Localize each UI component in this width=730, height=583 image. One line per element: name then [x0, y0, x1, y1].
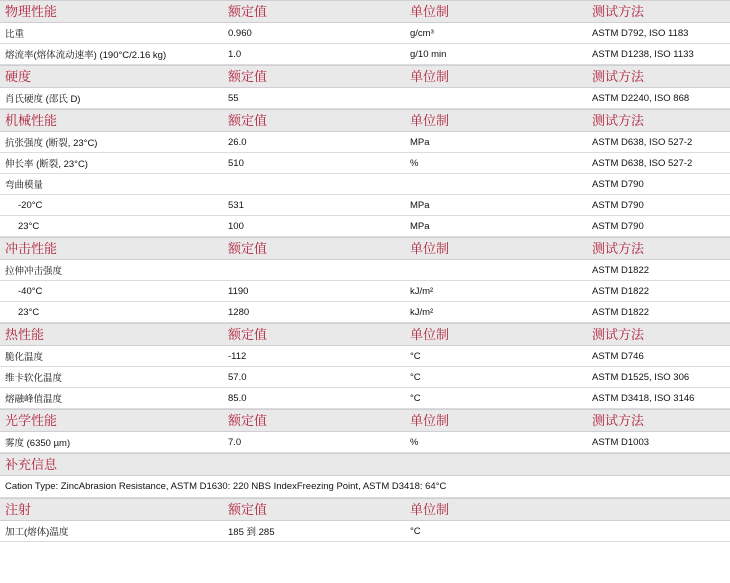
test-method: ASTM D746	[592, 350, 644, 362]
property-name: 熔流率(熔体流动速率) (190°C/2.16 kg)	[5, 50, 167, 61]
section-title: 硬度	[5, 70, 32, 85]
property-value: 531	[228, 199, 244, 211]
property-value: 100	[228, 220, 244, 232]
unit-column-header: 单位制	[410, 242, 450, 257]
property-row	[0, 44, 730, 65]
property-unit: g/10 min	[410, 48, 447, 60]
property-value: 1280	[228, 306, 250, 318]
test-method: ASTM D790	[592, 178, 644, 190]
property-row	[0, 281, 730, 302]
test-method: ASTM D638, ISO 527-2	[592, 136, 693, 148]
value-column-header: 额定值	[228, 503, 268, 518]
property-unit: °C	[410, 350, 421, 362]
test-method: ASTM D2240, ISO 868	[592, 92, 690, 104]
property-row	[0, 88, 730, 109]
property-value: 7.0	[228, 436, 242, 448]
section-header	[0, 109, 730, 132]
property-unit: %	[410, 157, 419, 169]
property-unit: °C	[410, 525, 421, 537]
test-method: ASTM D790	[592, 199, 644, 211]
property-row	[0, 260, 730, 281]
value-column-header: 额定值	[228, 114, 268, 129]
property-name: 拉伸冲击强度	[5, 266, 63, 277]
property-unit: °C	[410, 371, 421, 383]
method-column-header: 测试方法	[592, 70, 645, 85]
property-value: 185 到 285	[228, 527, 275, 538]
section-title: 注射	[5, 503, 32, 518]
property-unit: MPa	[410, 136, 430, 148]
test-method: ASTM D638, ISO 527-2	[592, 157, 693, 169]
section-header	[0, 0, 730, 23]
section-header	[0, 498, 730, 521]
section-header	[0, 65, 730, 88]
property-name: 脆化温度	[5, 352, 44, 363]
value-column-header: 额定值	[228, 70, 268, 85]
value-column-header: 额定值	[228, 242, 268, 257]
property-name: 比重	[5, 29, 25, 40]
property-row	[0, 132, 730, 153]
property-name: 维卡软化温度	[5, 373, 63, 384]
property-unit: g/cm³	[410, 27, 434, 39]
section-title: 补充信息	[5, 458, 58, 473]
test-method: ASTM D1822	[592, 264, 650, 276]
section-header	[0, 453, 730, 476]
property-row	[0, 302, 730, 323]
property-value: 26.0	[228, 136, 247, 148]
method-column-header: 测试方法	[592, 414, 645, 429]
method-column-header: 测试方法	[592, 242, 645, 257]
property-name: 熔融峰值温度	[5, 394, 63, 405]
section-title: 物理性能	[5, 5, 58, 20]
supplementary-note: Cation Type: ZincAbrasion Resistance, ASTM D1630: 220 NBS IndexFreezing Point, ASTM D3418: 64°C	[0, 476, 730, 498]
test-method: ASTM D1822	[592, 306, 650, 318]
property-row	[0, 216, 730, 237]
property-row	[0, 174, 730, 195]
property-unit: kJ/m²	[410, 285, 434, 297]
property-value: 0.960	[228, 27, 252, 39]
property-value: 57.0	[228, 371, 247, 383]
test-method: ASTM D1003	[592, 436, 650, 448]
property-row	[0, 388, 730, 409]
value-column-header: 额定值	[228, 414, 268, 429]
property-unit: MPa	[410, 220, 430, 232]
test-method: ASTM D792, ISO 1183	[592, 27, 689, 39]
property-unit: %	[410, 436, 419, 448]
property-name: 肖氏硬度 (邵氏 D)	[5, 94, 81, 105]
property-row	[0, 23, 730, 44]
value-column-header: 额定值	[228, 328, 268, 343]
test-method: ASTM D1822	[592, 285, 650, 297]
unit-column-header: 单位制	[410, 70, 450, 85]
property-value: -112	[228, 350, 247, 362]
section-title: 光学性能	[5, 414, 58, 429]
property-unit: °C	[410, 392, 421, 404]
property-value: 85.0	[228, 392, 247, 404]
property-value: 1.0	[228, 48, 242, 60]
property-value: 1190	[228, 285, 249, 297]
property-unit: MPa	[410, 199, 430, 211]
property-name: 23°C	[18, 220, 40, 232]
unit-column-header: 单位制	[410, 414, 450, 429]
test-method: ASTM D790	[592, 220, 644, 232]
property-name: 伸长率 (断裂, 23°C)	[5, 159, 88, 170]
property-name: 加工(熔体)温度	[5, 527, 69, 538]
property-name: 23°C	[18, 306, 40, 318]
section-title: 机械性能	[5, 114, 58, 129]
property-unit: kJ/m²	[410, 306, 434, 318]
value-column-header: 额定值	[228, 5, 268, 20]
test-method: ASTM D1238, ISO 1133	[592, 48, 694, 60]
property-name: -40°C	[18, 285, 43, 297]
property-value: 510	[228, 157, 244, 169]
method-column-header: 测试方法	[592, 114, 645, 129]
property-row	[0, 367, 730, 388]
property-row	[0, 521, 730, 542]
property-row	[0, 346, 730, 367]
unit-column-header: 单位制	[410, 503, 450, 518]
test-method: ASTM D3418, ISO 3146	[592, 392, 695, 404]
section-title: 冲击性能	[5, 242, 58, 257]
method-column-header: 测试方法	[592, 5, 645, 20]
test-method: ASTM D1525, ISO 306	[592, 371, 690, 383]
property-row	[0, 195, 730, 216]
property-row	[0, 432, 730, 453]
section-title: 热性能	[5, 328, 45, 343]
unit-column-header: 单位制	[410, 328, 450, 343]
method-column-header: 测试方法	[592, 328, 645, 343]
property-name: -20°C	[18, 199, 43, 211]
property-row	[0, 153, 730, 174]
unit-column-header: 单位制	[410, 5, 450, 20]
property-name: 雾度 (6350 µm)	[5, 438, 71, 449]
section-header	[0, 237, 730, 260]
unit-column-header: 单位制	[410, 114, 450, 129]
section-header	[0, 409, 730, 432]
property-name: 抗张强度 (断裂, 23°C)	[5, 138, 98, 149]
property-value: 55	[228, 92, 239, 104]
section-header	[0, 323, 730, 346]
property-name: 弯曲模量	[5, 180, 44, 191]
